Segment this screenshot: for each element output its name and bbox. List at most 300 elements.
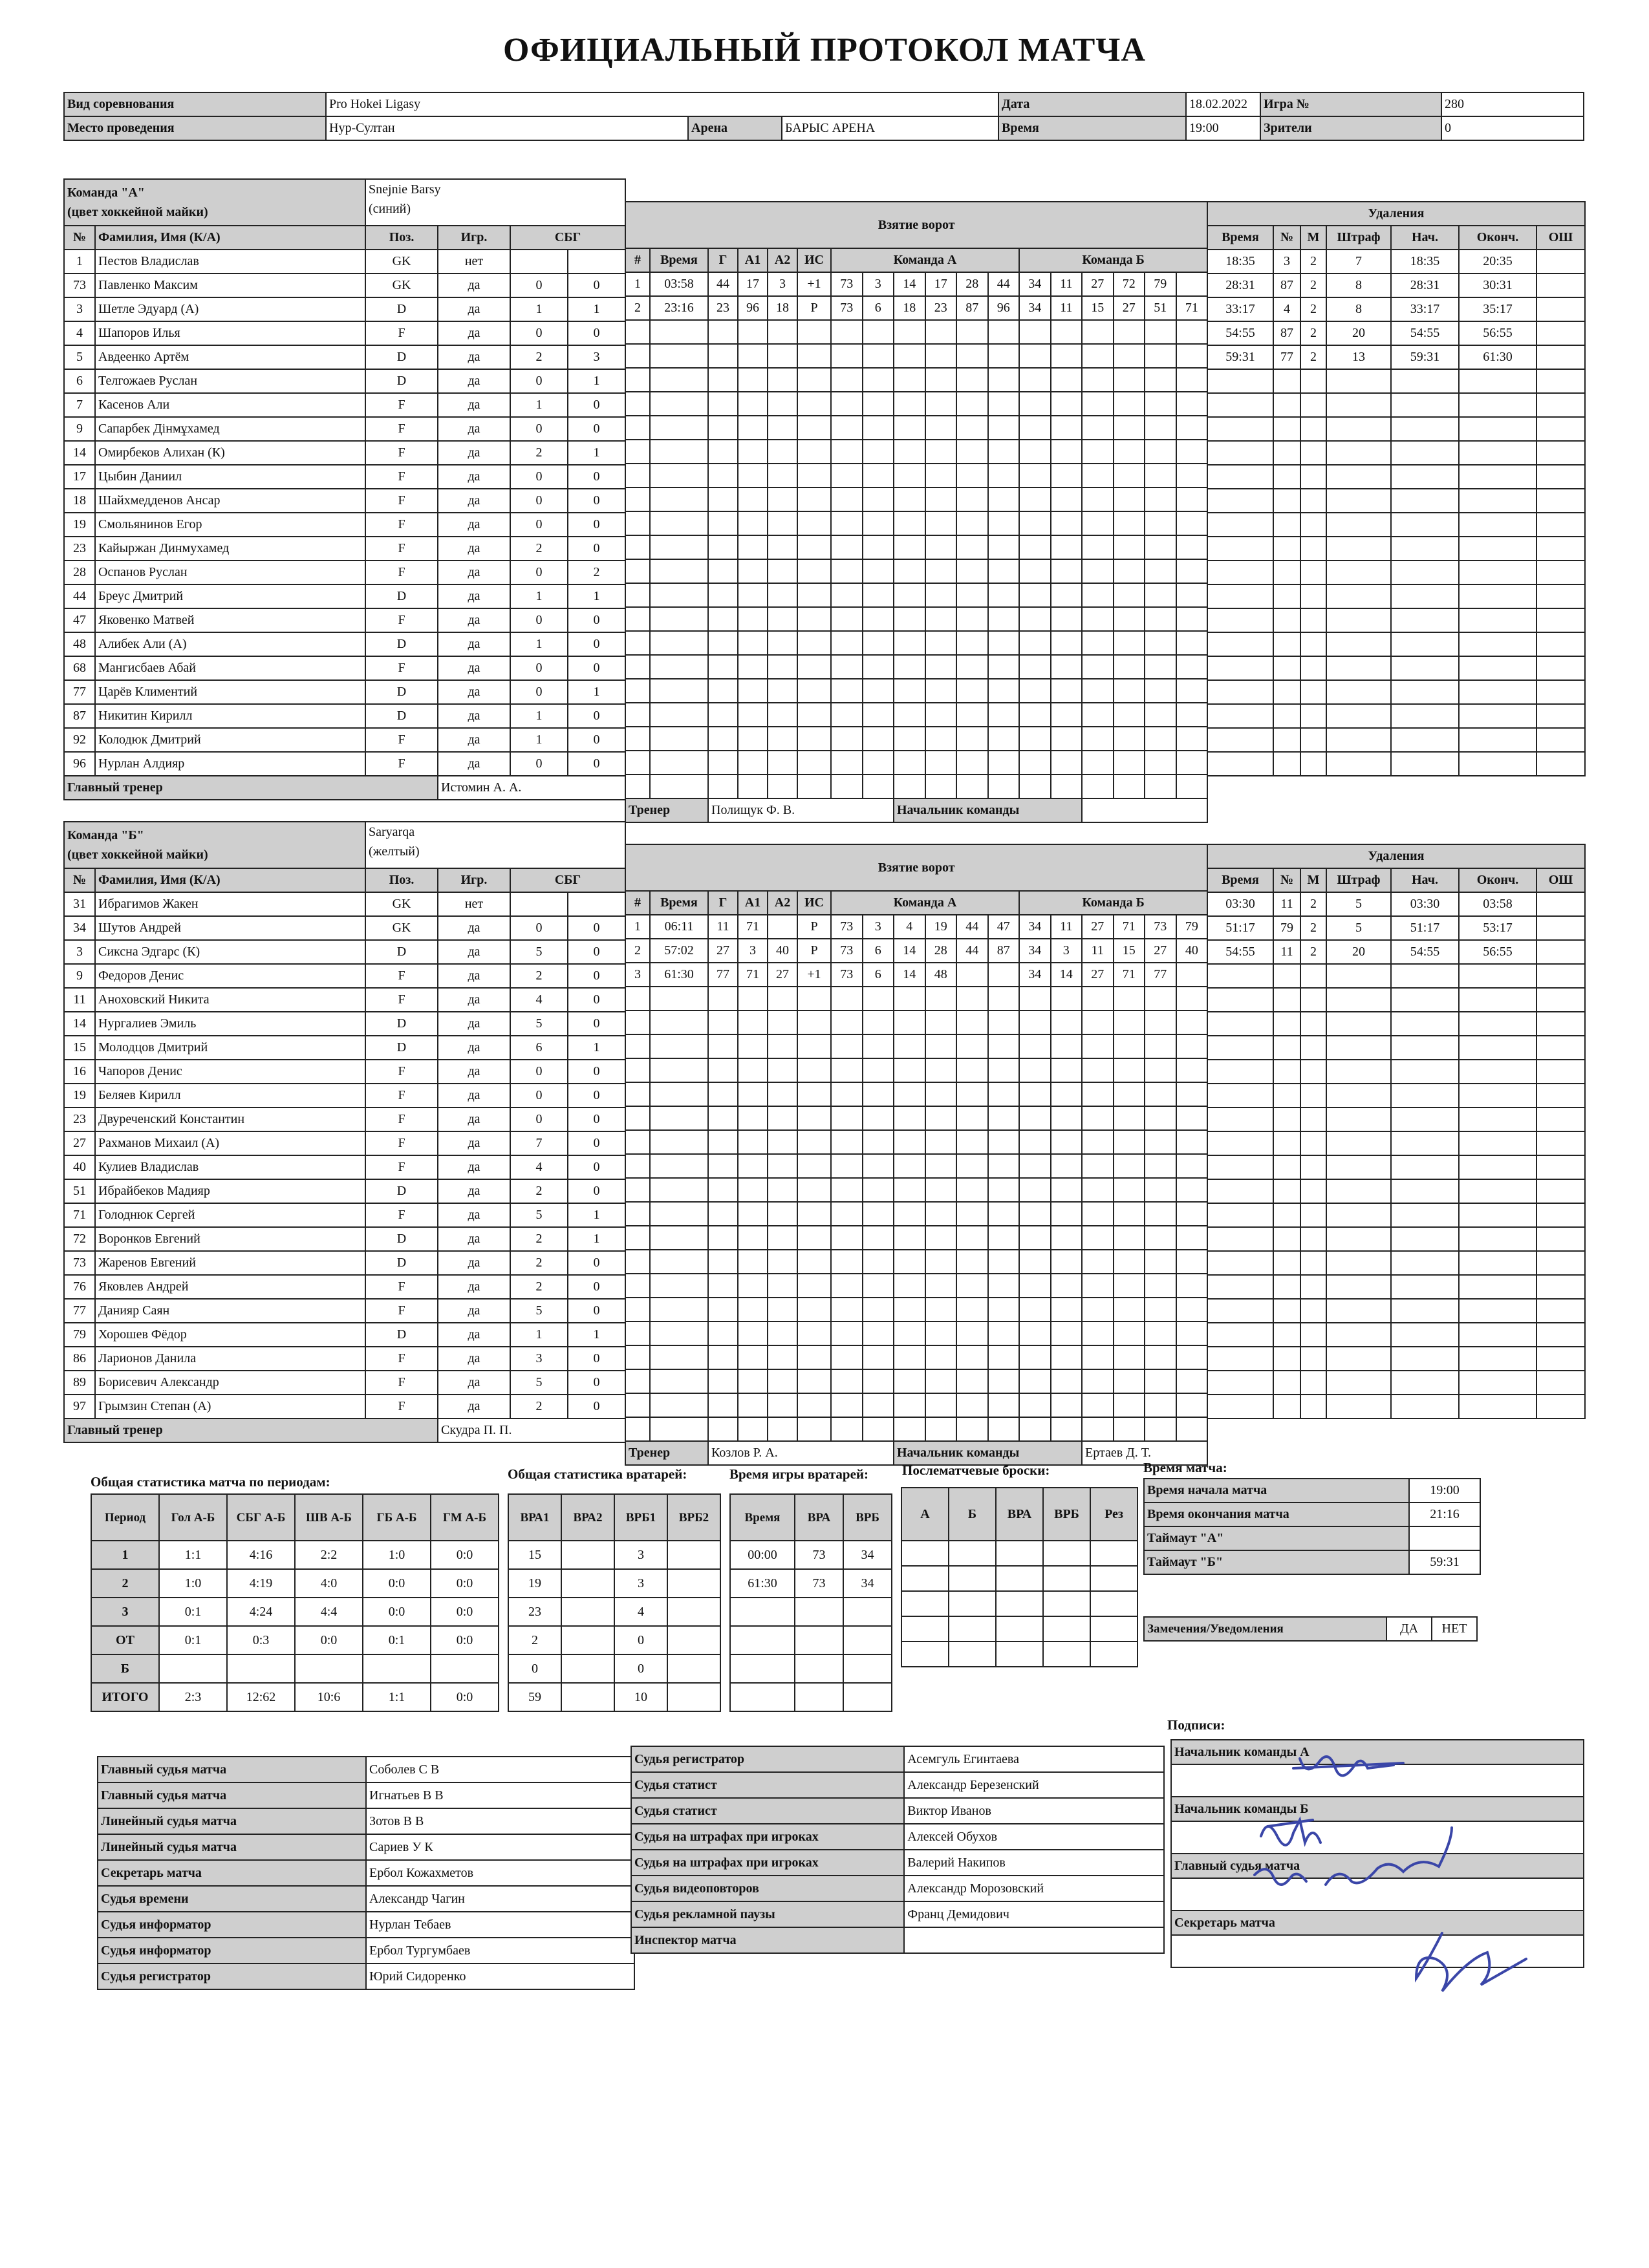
goal-cell: [925, 1321, 957, 1345]
goal-cell: [956, 679, 988, 703]
remarks-yes[interactable]: ДА: [1386, 1617, 1432, 1641]
player-position: F: [365, 537, 438, 561]
col-num: №: [64, 868, 95, 892]
goal-cell: [956, 1154, 988, 1178]
goal-row: [625, 1130, 1207, 1154]
official-role: Судья статист: [631, 1772, 904, 1798]
player-sbg-1: 1: [510, 728, 568, 752]
penalty-cell: [1326, 1371, 1391, 1395]
penalty-cell: [1459, 1299, 1536, 1323]
penalty-row: [1207, 513, 1585, 537]
col-pos: Поз.: [365, 226, 438, 250]
goal-cell: [768, 1345, 797, 1369]
goal-cell: [1051, 1058, 1083, 1082]
penalty-cell: [1326, 1036, 1391, 1060]
stat-cell: 00:00: [730, 1541, 795, 1569]
player-name: Шайхмедденов Ансар: [95, 489, 365, 513]
penalty-cell: [1536, 1131, 1585, 1155]
player-sbg-2: 0: [568, 417, 625, 441]
player-played: да: [438, 1155, 510, 1179]
stat-cell: [795, 1683, 843, 1711]
team-label-sub: (цвет хоккейной майки): [67, 848, 208, 862]
penalty-cell: [1207, 369, 1273, 393]
goal-cell: 6: [863, 296, 894, 320]
player-sbg-1: 5: [510, 1012, 568, 1036]
penalty-cell: 4: [1273, 297, 1300, 321]
stat-cell: [667, 1683, 720, 1711]
penalty-cell: [1326, 964, 1391, 988]
player-number: 86: [64, 1347, 95, 1371]
penalty-cell: [1459, 1084, 1536, 1107]
goal-row: [625, 1011, 1207, 1034]
penalty-cell: [1536, 988, 1585, 1012]
goal-row: [625, 1274, 1207, 1298]
goal-cell: [894, 679, 925, 703]
goal-row: [625, 703, 1207, 727]
stat-row: [730, 1541, 892, 1569]
goal-cell: [768, 535, 797, 559]
goal-cell: [708, 440, 738, 464]
goal-cell: [988, 416, 1020, 440]
goal-cell: [925, 1393, 957, 1417]
player-sbg-1: 0: [510, 489, 568, 513]
goal-cell: [768, 1274, 797, 1298]
player-sbg-1: 0: [510, 561, 568, 584]
penalty-cell: [1207, 1275, 1273, 1299]
penalty-cell: [1391, 704, 1459, 728]
goal-cell: [797, 751, 831, 775]
goal-cell: 27: [708, 939, 738, 963]
shootout-row: [901, 1616, 1137, 1642]
penalty-cell: 18:35: [1391, 250, 1459, 273]
player-played: да: [438, 940, 510, 964]
player-position: F: [365, 417, 438, 441]
penalty-cell: [1207, 1012, 1273, 1036]
goal-cell: [650, 1298, 708, 1321]
goal-cell: [708, 1058, 738, 1082]
penalty-cell: [1536, 1275, 1585, 1299]
goal-cell: [768, 1082, 797, 1106]
player-position: D: [365, 297, 438, 321]
goal-cell: [625, 1369, 650, 1393]
goal-cell: [625, 416, 650, 440]
goal-cell: [863, 583, 894, 607]
player-sbg-2: 0: [568, 1371, 625, 1395]
goal-cell: [768, 1369, 797, 1393]
goal-cell: 06:11: [650, 915, 708, 939]
player-played: да: [438, 916, 510, 940]
goal-cell: [956, 963, 988, 987]
player-sbg-1: 0: [510, 1107, 568, 1131]
goal-cell: [894, 703, 925, 727]
player-position: F: [365, 1107, 438, 1131]
remarks-no[interactable]: НЕТ: [1432, 1617, 1477, 1641]
goal-cell: [1082, 751, 1114, 775]
goal-cell: [956, 1130, 988, 1154]
goal-cell: [768, 392, 797, 416]
goal-cell: [988, 1011, 1020, 1034]
player-name: Бреус Дмитрий: [95, 584, 365, 608]
penalty-cell: [1273, 441, 1300, 465]
goal-cell: [956, 464, 988, 487]
col-name: Фамилия, Имя (К/А): [95, 868, 365, 892]
player-sbg-1: 2: [510, 537, 568, 561]
player-row: [64, 297, 625, 321]
goal-cell: [988, 511, 1020, 535]
goal-cell: [797, 392, 831, 416]
stat-header: ВРА2: [561, 1494, 614, 1541]
goal-cell: 71: [738, 915, 768, 939]
col-sbg: СБГ: [510, 868, 625, 892]
goal-cell: [1145, 607, 1176, 631]
player-name: Воронков Евгений: [95, 1227, 365, 1251]
penalty-cell: 53:17: [1459, 916, 1536, 940]
penalty-row: [1207, 892, 1585, 916]
penalty-cell: [1207, 1107, 1273, 1131]
goal-row: [625, 392, 1207, 416]
player-sbg-2: 0: [568, 1179, 625, 1203]
penalty-cell: [1391, 964, 1459, 988]
official-role: Главный судья матча: [98, 1782, 366, 1808]
goal-cell: [738, 631, 768, 655]
goal-cell: [708, 1202, 738, 1226]
official-row: [631, 1927, 1164, 1953]
goal-cell: [894, 320, 925, 344]
goal-cell: 27: [1114, 296, 1145, 320]
goal-cell: [831, 631, 863, 655]
player-sbg-1: 0: [510, 752, 568, 776]
player-sbg-2: 0: [568, 1395, 625, 1418]
stat-header: ВРА: [795, 1494, 843, 1541]
goal-cell: [1082, 344, 1114, 368]
penalty-cell: 7: [1326, 250, 1391, 273]
penalty-row: [1207, 297, 1585, 321]
goal-cell: [650, 416, 708, 440]
goal-cell: [925, 583, 957, 607]
goal-cell: [925, 440, 957, 464]
penalty-cell: [1391, 1251, 1459, 1275]
goal-cell: [1114, 775, 1145, 798]
player-sbg-2: 0: [568, 513, 625, 537]
penalty-cell: [1273, 537, 1300, 561]
goal-cell: [956, 1250, 988, 1274]
goal-cell: [1082, 1369, 1114, 1393]
goal-cell: 1: [625, 272, 650, 296]
player-number: 77: [64, 1299, 95, 1323]
goal-cell: [956, 1178, 988, 1202]
stat-row: [730, 1598, 892, 1626]
player-position: F: [365, 1275, 438, 1299]
goal-cell: [625, 392, 650, 416]
stat-cell: 61:30: [730, 1569, 795, 1598]
player-sbg-1: 0: [510, 1060, 568, 1084]
goal-cell: [1145, 1417, 1176, 1441]
goal-cell: 18: [894, 296, 925, 320]
penalty-cell: [1207, 964, 1273, 988]
player-sbg-1: 5: [510, 1203, 568, 1227]
goal-cell: [1019, 511, 1051, 535]
player-played: да: [438, 656, 510, 680]
goal-row: [625, 1417, 1207, 1441]
player-name: Авдеенко Артём: [95, 345, 365, 369]
goal-cell: [708, 535, 738, 559]
goal-cell: [768, 1250, 797, 1274]
goal-cell: [1051, 703, 1083, 727]
player-sbg-1: 0: [510, 321, 568, 345]
goal-cell: [863, 1058, 894, 1082]
goal-cell: [863, 607, 894, 631]
goal-cell: [768, 464, 797, 487]
competition-value: Pro Hokei Ligasy: [326, 92, 998, 116]
goal-cell: [1114, 1130, 1145, 1154]
col-gtime: Время: [650, 248, 708, 272]
penalty-cell: [1536, 345, 1585, 369]
goal-row: [625, 775, 1207, 798]
goal-cell: [1145, 559, 1176, 583]
goal-row: [625, 535, 1207, 559]
goal-cell: [894, 1298, 925, 1321]
goal-cell: [988, 487, 1020, 511]
player-played: да: [438, 964, 510, 988]
player-played: да: [438, 584, 510, 608]
penalty-cell: [1273, 964, 1300, 988]
goal-cell: [1145, 320, 1176, 344]
penalty-cell: [1536, 632, 1585, 656]
official-name: Игнатьев В В: [366, 1782, 634, 1808]
penalty-cell: [1207, 752, 1273, 776]
player-played: да: [438, 1227, 510, 1251]
player-sbg-2: 0: [568, 1012, 625, 1036]
player-name: Сапарбек Дінмұхамед: [95, 417, 365, 441]
penalty-cell: [1300, 1323, 1326, 1347]
trainer-label: Тренер: [625, 1441, 708, 1465]
goal-cell: [831, 1106, 863, 1130]
goal-cell: 2: [625, 296, 650, 320]
penalty-cell: [1391, 417, 1459, 441]
penalty-cell: [1207, 1131, 1273, 1155]
penalty-cell: [1536, 584, 1585, 608]
penalty-row: [1207, 369, 1585, 393]
player-name: Колодюк Дмитрий: [95, 728, 365, 752]
col-team-b-onice: Команда Б: [1019, 891, 1207, 915]
penalty-row: [1207, 680, 1585, 704]
penalty-cell: [1326, 1084, 1391, 1107]
player-sbg-2: 0: [568, 273, 625, 297]
goal-cell: [831, 1345, 863, 1369]
goal-cell: 77: [1145, 963, 1176, 987]
goal-cell: [650, 1130, 708, 1154]
goal-cell: [863, 1106, 894, 1130]
player-played: да: [438, 465, 510, 489]
goal-cell: 14: [894, 939, 925, 963]
goal-cell: [1082, 703, 1114, 727]
player-name: Ларионов Данила: [95, 1347, 365, 1371]
player-position: F: [365, 1084, 438, 1107]
stat-cell: 12:62: [227, 1683, 295, 1711]
goal-cell: [956, 320, 988, 344]
player-number: 34: [64, 916, 95, 940]
official-name: Ербол Тургумбаев: [366, 1938, 634, 1963]
goal-cell: [894, 631, 925, 655]
goal-cell: [1145, 751, 1176, 775]
goal-cell: [768, 1154, 797, 1178]
goal-cell: [650, 703, 708, 727]
penalty-cell: [1391, 489, 1459, 513]
goal-cell: [650, 1321, 708, 1345]
player-sbg-2: 1: [568, 369, 625, 393]
player-number: 6: [64, 369, 95, 393]
penalty-cell: [1536, 537, 1585, 561]
penalty-row: [1207, 489, 1585, 513]
goal-cell: [625, 1393, 650, 1417]
signature-label: Начальник команды Б: [1171, 1797, 1584, 1821]
penalty-cell: 3: [1273, 250, 1300, 273]
player-row: [64, 1323, 625, 1347]
player-sbg-1: 1: [510, 297, 568, 321]
goal-cell: 27: [1082, 963, 1114, 987]
goal-cell: [863, 1202, 894, 1226]
penalty-cell: [1391, 1012, 1459, 1036]
goal-cell: [1114, 1058, 1145, 1082]
goal-cell: [1145, 1034, 1176, 1058]
player-number: 76: [64, 1275, 95, 1299]
goal-cell: [768, 1034, 797, 1058]
shootout-cell: [1090, 1642, 1137, 1667]
player-row: [64, 1107, 625, 1131]
player-sbg-2: 0: [568, 728, 625, 752]
penalty-row: [1207, 1275, 1585, 1299]
penalty-cell: [1300, 441, 1326, 465]
goal-cell: [863, 1226, 894, 1250]
goal-cell: 73: [1145, 915, 1176, 939]
official-name: Нурлан Тебаев: [366, 1912, 634, 1938]
penalty-cell: [1273, 1347, 1300, 1371]
goal-cell: [650, 775, 708, 798]
penalty-cell: [1326, 728, 1391, 752]
goal-cell: [708, 344, 738, 368]
officials-right-table: [630, 1746, 1165, 1954]
goal-cell: [1051, 727, 1083, 751]
player-row: [64, 680, 625, 704]
goal-cell: [738, 1274, 768, 1298]
goal-row: [625, 1345, 1207, 1369]
player-row: [64, 1227, 625, 1251]
shootout-row: [901, 1591, 1137, 1616]
goal-cell: [797, 631, 831, 655]
penalty-cell: [1536, 393, 1585, 417]
goal-cell: [1019, 392, 1051, 416]
penalty-cell: [1459, 1107, 1536, 1131]
penalty-cell: [1273, 1036, 1300, 1060]
player-position: F: [365, 1395, 438, 1418]
goal-cell: [1145, 987, 1176, 1011]
player-sbg-2: 1: [568, 1203, 625, 1227]
goal-cell: [1082, 535, 1114, 559]
penalty-cell: 2: [1300, 892, 1326, 916]
player-played: да: [438, 1060, 510, 1084]
official-role: Инспектор матча: [631, 1927, 904, 1953]
stat-cell: 0: [614, 1626, 667, 1654]
goal-row: [625, 1393, 1207, 1417]
goal-cell: [925, 987, 957, 1011]
goal-cell: 27: [1145, 939, 1176, 963]
penalty-cell: [1273, 608, 1300, 632]
goal-cell: [708, 607, 738, 631]
goal-row: [625, 559, 1207, 583]
goal-cell: [1051, 631, 1083, 655]
goal-cell: [1051, 987, 1083, 1011]
penalty-cell: [1326, 369, 1391, 393]
penalty-cell: [1391, 988, 1459, 1012]
penalty-row: [1207, 1131, 1585, 1155]
stat-row: [508, 1683, 720, 1711]
penalty-cell: 54:55: [1207, 321, 1273, 345]
goal-cell: [1114, 1250, 1145, 1274]
goal-cell: [1051, 487, 1083, 511]
penalty-cell: [1536, 1299, 1585, 1323]
goal-cell: [768, 631, 797, 655]
goal-cell: [738, 535, 768, 559]
penalty-cell: [1300, 964, 1326, 988]
penalty-cell: [1459, 561, 1536, 584]
goal-cell: [1176, 775, 1208, 798]
player-row: [64, 393, 625, 417]
player-sbg-1: 0: [510, 417, 568, 441]
goal-cell: 2: [625, 939, 650, 963]
official-row: [98, 1757, 634, 1782]
penalty-cell: [1300, 393, 1326, 417]
player-played: да: [438, 680, 510, 704]
player-position: F: [365, 321, 438, 345]
goal-cell: [1019, 607, 1051, 631]
shootout-cell: [901, 1642, 949, 1667]
goal-cell: 73: [831, 963, 863, 987]
goal-cell: [738, 1178, 768, 1202]
player-position: D: [365, 1227, 438, 1251]
shootout-header: А: [901, 1488, 949, 1541]
goal-cell: [925, 464, 957, 487]
match-time-value: 59:31: [1409, 1550, 1480, 1574]
player-sbg-2: 1: [568, 297, 625, 321]
team-label: [64, 822, 365, 868]
goal-cell: [831, 1154, 863, 1178]
goal-row: [625, 1034, 1207, 1058]
penalty-cell: [1300, 1275, 1326, 1299]
penalty-cell: [1273, 1012, 1300, 1036]
goal-cell: [1145, 511, 1176, 535]
goal-cell: [708, 1011, 738, 1034]
goal-cell: [708, 1393, 738, 1417]
player-row: [64, 273, 625, 297]
penalty-cell: [1273, 417, 1300, 441]
goal-cell: [625, 1274, 650, 1298]
stat-cell: 0: [614, 1654, 667, 1683]
penalty-cell: [1300, 513, 1326, 537]
goal-cell: [738, 1202, 768, 1226]
stat-row: [508, 1654, 720, 1683]
shootout-cell: [901, 1616, 949, 1642]
col-ptime: Время: [1207, 868, 1273, 892]
goal-row: [625, 487, 1207, 511]
col-is: ИС: [797, 248, 831, 272]
team-color: (желтый): [369, 844, 420, 859]
goal-cell: [831, 1226, 863, 1250]
penalty-cell: [1459, 513, 1536, 537]
player-sbg-2: 0: [568, 1107, 625, 1131]
penalty-cell: [1300, 489, 1326, 513]
goal-cell: [925, 1202, 957, 1226]
penalty-cell: [1391, 728, 1459, 752]
